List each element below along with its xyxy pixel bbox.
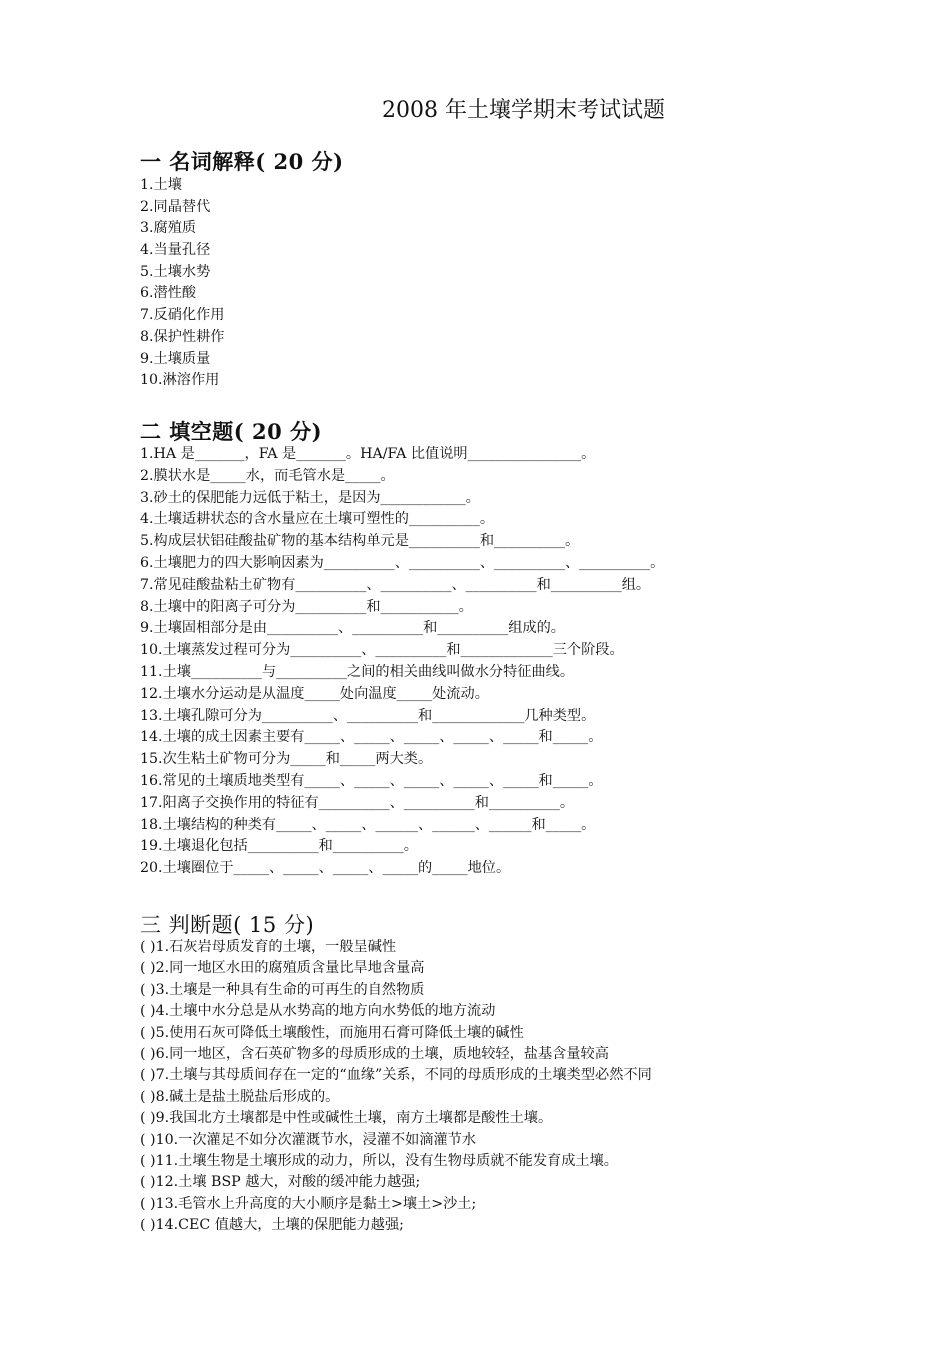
list-item: 2.同晶替代 bbox=[140, 198, 211, 215]
list-item: 1.土壤 bbox=[140, 177, 182, 193]
list-item: 9.土壤质量 bbox=[140, 350, 211, 367]
list-item: 4.土壤适耕状态的含水量应在土壤可塑性的__________。 bbox=[140, 511, 495, 528]
list-item: ( )7.土壤与其母质间存在一定的“血缘”关系，不同的母质形成的土壤类型必然不同 bbox=[140, 1067, 652, 1084]
list-item: 20.土壤圈位于_____、_____、_____、_____的_____地位。 bbox=[140, 860, 511, 877]
list-item: 10.淋溶作用 bbox=[140, 372, 220, 389]
list-item: ( )2.同一地区水田的腐殖质含量比旱地含量高 bbox=[140, 960, 425, 977]
list-item: 7.反硝化作用 bbox=[140, 307, 225, 324]
list-item: 15.次生粘土矿物可分为_____和_____两大类。 bbox=[140, 751, 433, 768]
list-item: 5.构成层状铝硅酸盐矿物的基本结构单元是__________和__________。 bbox=[140, 533, 580, 550]
list-item: ( )4.土壤中水分总是从水势高的地方向水势低的地方流动 bbox=[140, 1003, 496, 1020]
list-item: 5.土壤水势 bbox=[140, 263, 211, 280]
judgement-list bbox=[140, 937, 652, 1236]
list-item: 4.当量孔径 bbox=[140, 242, 211, 259]
list-item: 7.常见硅酸盐粘土矿物有__________、__________、__________和__________组。 bbox=[140, 576, 651, 593]
list-item: 16.常见的土壤质地类型有_____、_____、_____、_____、_____和_____。 bbox=[140, 772, 603, 789]
list-item: 9.土壤固相部分是由__________、__________和__________组成的。 bbox=[140, 620, 565, 637]
list-item: 10.土壤蒸发过程可分为__________、__________和_____________三个阶段。 bbox=[140, 642, 624, 659]
list-item: ( )11.土壤生物是土壤形成的动力，所以，没有生物母质就不能发育成土壤。 bbox=[140, 1152, 618, 1169]
list-item: ( )3.土壤是一种具有生命的可再生的自然物质 bbox=[140, 981, 425, 998]
definitions-list bbox=[140, 175, 224, 392]
list-item: 6.潜性酸 bbox=[140, 285, 197, 302]
section-heading-judgement: 三 判断题( 15 分) bbox=[140, 913, 315, 937]
list-item: 11.土壤__________与__________之间的相关曲线叫做水分特征曲线。 bbox=[140, 663, 575, 680]
list-item: ( )8.碱土是盐土脱盐后形成的。 bbox=[140, 1088, 340, 1105]
list-item: 13.土壤孔隙可分为__________、__________和_____________几种类型。 bbox=[140, 707, 596, 724]
list-item: ( )9.我国北方土壤都是中性或碱性土壤，南方土壤都是酸性土壤。 bbox=[140, 1110, 553, 1127]
list-item: ( )1.石灰岩母质发育的土壤，一般呈碱性 bbox=[140, 939, 397, 955]
list-item: ( )12.土壤 BSP 越大，对酸的缓冲能力越强; bbox=[140, 1174, 421, 1191]
list-item: 1.HA 是_______，FA 是_______。HA/FA 比值说明________________。 bbox=[140, 446, 596, 462]
section-heading-fill-in: 二 填空题( 20 分) bbox=[140, 419, 323, 444]
list-item: 12.土壤水分运动是从温度_____处向温度_____处流动。 bbox=[140, 685, 489, 702]
list-item: 2.膜状水是_____水，而毛管水是_____。 bbox=[140, 467, 395, 484]
list-item: 19.土壤退化包括__________和__________。 bbox=[140, 838, 418, 855]
section-heading-definitions: 一 名词解释( 20 分) bbox=[140, 149, 344, 174]
list-item: ( )14.CEC 值越大，土壤的保肥能力越强; bbox=[140, 1217, 404, 1234]
page-title: 2008 年土壤学期末考试试题 bbox=[382, 98, 665, 123]
list-item: 8.土壤中的阳离子可分为__________和___________。 bbox=[140, 598, 473, 615]
list-item: ( )13.毛管水上升高度的大小顺序是黏土>壤土>沙土; bbox=[140, 1195, 477, 1212]
list-item: 3.腐殖质 bbox=[140, 220, 197, 237]
fill-in-list bbox=[140, 444, 664, 880]
list-item: 3.砂土的保肥能力远低于粘土，是因为____________。 bbox=[140, 489, 480, 506]
list-item: 17.阳离子交换作用的特征有__________、__________和__________。 bbox=[140, 794, 575, 811]
list-item: ( )6.同一地区，含石英矿物多的母质形成的土壤，质地较轻，盐基含量较高 bbox=[140, 1045, 609, 1062]
list-item: 8.保护性耕作 bbox=[140, 328, 225, 345]
list-item: 14.土壤的成土因素主要有_____、_____、_____、_____、_____和_____。 bbox=[140, 729, 603, 746]
list-item: 18.土壤结构的种类有_____、_____、______、______、______和_____。 bbox=[140, 816, 596, 833]
list-item: 6.土壤肥力的四大影响因素为__________、__________、__________、__________。 bbox=[140, 554, 665, 571]
list-item: ( )10.一次灌足不如分次灌溉节水，浸灌不如滴灌节水 bbox=[140, 1131, 477, 1148]
list-item: ( )5.使用石灰可降低土壤酸性，而施用石膏可降低土壤的碱性 bbox=[140, 1024, 524, 1041]
